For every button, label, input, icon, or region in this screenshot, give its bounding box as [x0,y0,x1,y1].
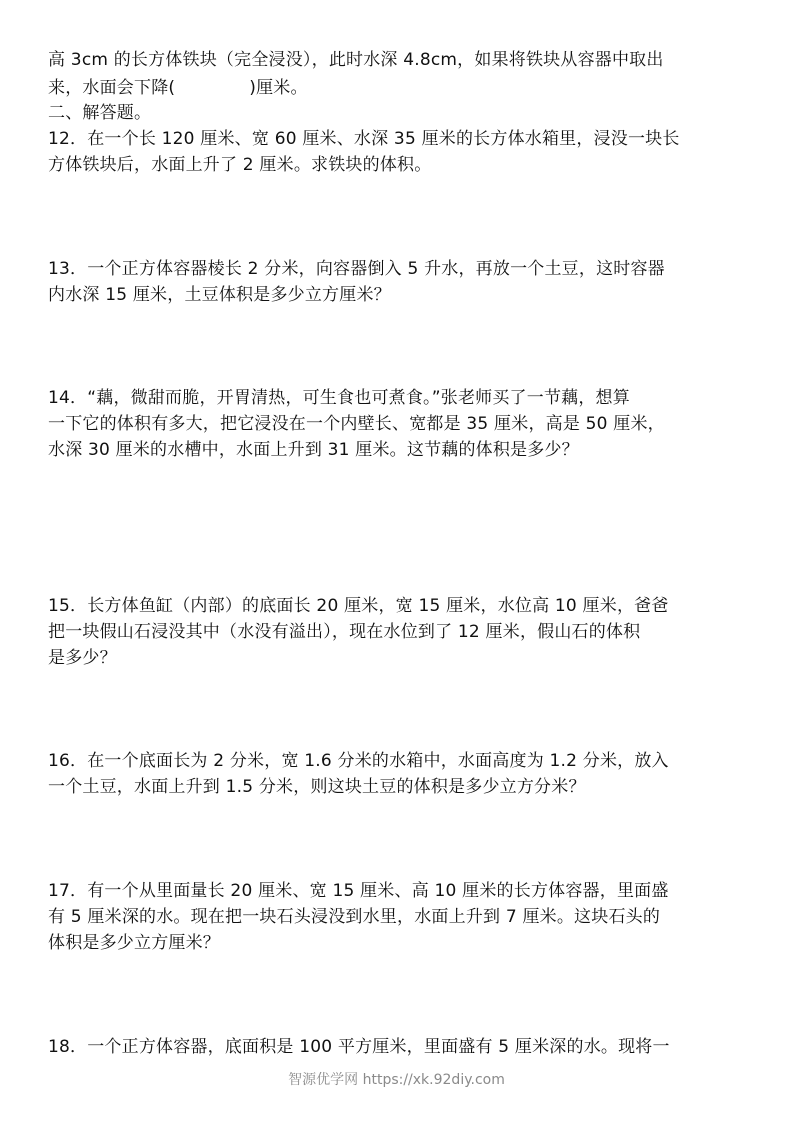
question-15-line-3: 是多少？ [48,648,117,668]
question-17-line-2: 有 5 厘米深的水。现在把一块石头浸没到水里，水面上升到 7 厘米。这块石头的 [48,907,661,927]
question-16-line-1: 16．在一个底面长为 2 分米，宽 1.6 分米的水箱中，水面高度为 1.2 分米，放入 [48,751,669,771]
question-17-line-1: 17．有一个从里面量长 20 厘米、宽 15 厘米、高 10 厘米的长方体容器，里面盛 [48,881,669,901]
question-12-line-2: 方体铁块后，水面上升了 2 厘米。求铁块的体积。 [48,155,432,175]
question-12-line-1: 12．在一个长 120 厘米、宽 60 厘米、水深 35 厘米的长方体水箱里，浸没一块长 [48,129,680,149]
question-14-line-3: 水深 30 厘米的水槽中，水面上升到 31 厘米。这节藕的体积是多少？ [48,440,579,460]
question-15-line-1: 15．长方体鱼缸（内部）的底面长 20 厘米，宽 15 厘米，水位高 10 厘米，爸爸 [48,596,669,616]
fill-blank-line-1: 高 3cm 的长方体铁块（完全浸没），此时水深 4.8cm，如果将铁块从容器中取出 [48,50,664,70]
question-13-line-1: 13．一个正方体容器棱长 2 分米，向容器倒入 5 升水，再放一个土豆，这时容器 [48,259,665,279]
question-17-line-3: 体积是多少立方厘米？ [48,933,220,953]
fill-blank-text-before: 来，水面会下降( [48,78,176,98]
question-14-line-1: 14．“藕，微甜而脆，开胃清热，可生食也可煮食。”张老师买了一节藕，想算 [48,388,630,408]
question-13-line-2: 内水深 15 厘米，土豆体积是多少立方厘米？ [48,285,391,305]
question-15-line-2: 把一块假山石浸没其中（水没有溢出），现在水位到了 12 厘米，假山石的体积 [48,622,641,642]
section-heading: 二、解答题。 [48,103,152,123]
fill-blank-text-after: )厘米。 [249,78,308,98]
question-14-line-2: 一下它的体积有多大，把它浸没在一个内壁长、宽都是 35 厘米，高是 50 厘米， [48,414,665,434]
footer-watermark: 智源优学网 https://xk.92diy.com [288,1072,505,1088]
fill-blank-line-2 [48,76,748,100]
question-16-line-2: 一个土豆，水面上升到 1.5 分米，则这块土豆的体积是多少立方分米？ [48,777,586,797]
question-18-line-1: 18．一个正方体容器，底面积是 100 平方厘米，里面盛有 5 厘米深的水。现将一 [48,1037,670,1057]
